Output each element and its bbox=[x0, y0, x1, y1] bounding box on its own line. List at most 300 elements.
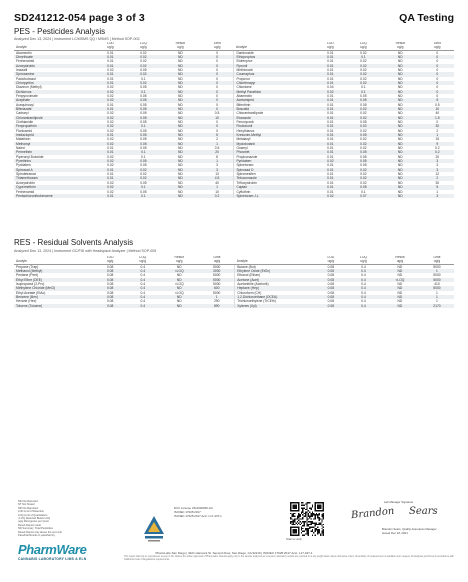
lod-cell: 0.01 bbox=[94, 150, 127, 154]
iso-line: ISO/IEC 17025:2017 bbox=[174, 510, 201, 515]
limit-cell: 1 bbox=[199, 295, 235, 299]
result-cell: ND bbox=[380, 304, 420, 308]
lod-cell: 0.01 bbox=[314, 64, 347, 68]
limit-cell: 0.5 bbox=[214, 146, 220, 151]
loq-cell: 0.02 bbox=[360, 50, 367, 55]
loq-cell: 0.05 bbox=[347, 150, 380, 154]
limit-cell: 0 bbox=[201, 107, 234, 111]
analyte-cell: Myclobutanil bbox=[234, 142, 314, 146]
limit-cell: 0.2 bbox=[435, 146, 440, 151]
result-cell: ND bbox=[160, 98, 201, 102]
scan-caption: Scan to verify bbox=[286, 538, 302, 541]
lod-cell: 0.01 bbox=[314, 168, 347, 172]
limit-cell: 0 bbox=[421, 64, 454, 68]
result-cell: ND bbox=[177, 102, 183, 107]
result-cell: ND bbox=[176, 273, 182, 278]
loq-cell: 0.05 bbox=[140, 93, 147, 98]
analyte-cell: Methanol (Methyl) bbox=[14, 269, 94, 273]
result-cell: ND bbox=[397, 264, 403, 269]
limit-cell: 15 bbox=[435, 137, 440, 142]
limit-cell: 20 bbox=[201, 150, 234, 154]
column-header: LOQ ug/g bbox=[127, 42, 160, 50]
result-cell: <LOQ bbox=[159, 269, 199, 273]
lod-cell: 0.01 bbox=[327, 163, 334, 168]
loq-cell: 0.4 bbox=[126, 304, 159, 308]
loq-cell: 0.02 bbox=[347, 168, 380, 172]
loq-cell: 0.4 bbox=[347, 295, 380, 299]
analyte-cell: Methomyl bbox=[14, 142, 94, 146]
loq-cell: 0.02 bbox=[360, 59, 367, 64]
legend-line: Result Report result bbox=[18, 523, 41, 527]
license-line: DCC License C8-0000039-LIC bbox=[174, 506, 214, 510]
limit-cell: 10 bbox=[215, 189, 219, 194]
loq-cell: 0.05 bbox=[140, 189, 147, 194]
analyte-cell: Fenoxycarb bbox=[234, 120, 314, 124]
result-cell: ND bbox=[397, 85, 403, 90]
loq-cell: 0.05 bbox=[140, 120, 147, 124]
lod-cell: 0.01 bbox=[314, 55, 347, 59]
analyte-cell: Imazalil bbox=[16, 67, 28, 72]
limit-cell: 1 bbox=[436, 189, 439, 194]
lod-cell: 0.02 bbox=[94, 159, 127, 163]
limit-cell: 0 bbox=[436, 85, 439, 90]
loq-cell: 0.1 bbox=[347, 55, 380, 59]
result-cell: ND bbox=[397, 120, 403, 124]
limit-cell: 0 bbox=[201, 124, 234, 128]
result-cell: ND bbox=[177, 59, 183, 64]
lod-cell: 0.08 bbox=[106, 290, 114, 295]
lod-cell: 0.08 bbox=[315, 278, 347, 282]
signature-label: Lab Manager Signature bbox=[384, 500, 414, 504]
column-header: Limit ug/g bbox=[421, 42, 454, 50]
lod-cell: 0.08 bbox=[94, 278, 126, 282]
loq-cell: 0.02 bbox=[347, 176, 380, 180]
lod-cell: 0.08 bbox=[94, 269, 126, 273]
lod-cell: 0.02 bbox=[107, 163, 114, 168]
loq-cell: 0.05 bbox=[140, 67, 147, 72]
lod-cell: 0.08 bbox=[327, 290, 335, 295]
limit-cell: 5000 bbox=[199, 278, 235, 282]
lod-cell: 0.01 bbox=[327, 146, 334, 151]
result-cell: ND bbox=[160, 116, 201, 120]
loq-cell: 0.05 bbox=[360, 102, 367, 107]
result-cell: ND bbox=[397, 111, 403, 116]
limit-cell: 1 bbox=[421, 133, 454, 137]
loq-cell: 0.4 bbox=[361, 290, 366, 295]
report-footer bbox=[14, 500, 454, 578]
loq-cell: 0.05 bbox=[127, 116, 160, 120]
analyte-cell: Spinosad A bbox=[14, 168, 94, 172]
lod-cell: 0.01 bbox=[94, 107, 127, 111]
pesticides-title: PES - Pesticides Analysis bbox=[14, 27, 106, 36]
limit-cell: 5 bbox=[421, 98, 454, 102]
column-header: Analyte bbox=[14, 256, 94, 264]
analyte-cell: Fenpyroximate bbox=[16, 93, 38, 98]
result-cell: ND bbox=[177, 120, 183, 124]
analyte-cell: Permethrin bbox=[14, 150, 94, 154]
result-cell: ND bbox=[397, 146, 403, 151]
loq-cell: 0.05 bbox=[347, 185, 380, 189]
analyte-cell: Captan bbox=[234, 185, 314, 189]
analyte-cell: Azoxystrobin bbox=[16, 180, 35, 185]
lod-cell: 0.01 bbox=[107, 172, 114, 177]
analyte-cell: Etoxazole bbox=[234, 116, 314, 120]
loq-cell: 0.1 bbox=[127, 90, 160, 94]
result-cell: ND bbox=[160, 150, 201, 154]
lod-cell: 0.02 bbox=[94, 185, 127, 189]
limit-cell: 8 bbox=[216, 154, 218, 159]
loq-cell: 0.1 bbox=[127, 194, 160, 198]
lod-cell: 0.08 bbox=[94, 286, 126, 290]
limit-cell: 1 bbox=[201, 142, 234, 146]
analyte-cell: Piperonyl Butoxide bbox=[16, 154, 44, 159]
column-header: LOD ug/g bbox=[314, 42, 347, 50]
result-cell: ND bbox=[177, 93, 183, 98]
limit-cell: 1 bbox=[420, 269, 454, 273]
analyte-cell: Spiroxamine bbox=[14, 72, 94, 76]
limit-cell: 600 bbox=[199, 286, 235, 290]
result-cell: ND bbox=[380, 55, 421, 59]
loq-cell: 0.1 bbox=[127, 185, 160, 189]
result-cell: ND bbox=[160, 81, 201, 85]
lod-cell: 0.08 bbox=[327, 281, 335, 286]
result-cell: ND bbox=[177, 189, 183, 194]
analyte-cell: Carbaryl bbox=[16, 111, 29, 116]
legend-line: Result Report only above the set Limit bbox=[18, 530, 62, 534]
limit-cell: 5000 bbox=[213, 281, 221, 286]
iso-accr-line: ISO/IEC 17025:2017 Accr. L17-437-1 bbox=[174, 514, 222, 519]
loq-cell: 0.4 bbox=[126, 286, 159, 290]
loq-cell: 0.02 bbox=[140, 172, 147, 177]
legend-line: Pass/Fail Result on pass/fail dry bbox=[18, 534, 55, 538]
lod-cell: 0.01 bbox=[94, 64, 127, 68]
loq-cell: 0.02 bbox=[360, 128, 367, 133]
loq-cell: 0.05 bbox=[127, 133, 160, 137]
lod-cell: 0.01 bbox=[327, 67, 334, 72]
lod-cell: 0.01 bbox=[314, 142, 347, 146]
result-cell: ND bbox=[159, 286, 199, 290]
column-header: Limit ug/g bbox=[420, 256, 454, 264]
lod-cell: 0.01 bbox=[107, 146, 114, 151]
analyte-cell: Chloroform (CH) bbox=[235, 291, 315, 295]
result-cell: ND bbox=[160, 55, 201, 59]
loq-cell: 0.05 bbox=[140, 180, 147, 185]
analyte-cell: Naled bbox=[16, 146, 25, 151]
limit-cell: 890 bbox=[199, 304, 235, 308]
analyte-cell: Pyridaben bbox=[234, 159, 314, 163]
analyte-cell: Toluene (Toluene) bbox=[14, 304, 94, 308]
lab-address: PharmLabs San Diego | 3421 Hancock St. Second Floor, San Diego, CA 92110 | ISO/IEC 17025:2017 Accr. L17-437-1 bbox=[155, 551, 313, 555]
loq-cell: 0.02 bbox=[127, 168, 160, 172]
limit-cell: 2170 bbox=[420, 304, 454, 308]
analyte-cell: Chlorfenapyr bbox=[234, 81, 314, 85]
limit-cell: 0 bbox=[201, 64, 234, 68]
legend-line: ND Summary: Total Pesticides bbox=[18, 527, 53, 531]
lod-cell: 0.01 bbox=[327, 137, 334, 142]
result-cell: ND bbox=[397, 93, 403, 98]
loq-cell: 0.05 bbox=[140, 85, 147, 90]
loq-cell: 0.02 bbox=[347, 64, 380, 68]
analyte-cell: Spiromesifen bbox=[234, 172, 314, 176]
result-cell: ND bbox=[380, 72, 421, 76]
lod-cell: 0.01 bbox=[94, 168, 127, 172]
qr-code-icon[interactable] bbox=[290, 502, 324, 536]
logo-tagline: CANNABIS LABORATORY LIMS & ELN bbox=[18, 557, 87, 561]
abbreviation-legend bbox=[18, 500, 138, 537]
limit-cell: 0 bbox=[201, 72, 234, 76]
result-cell: ND bbox=[380, 116, 421, 120]
result-cell: ND bbox=[176, 264, 182, 269]
signature-first: Brandon bbox=[350, 505, 395, 522]
analyte-cell: Acetamiprid bbox=[234, 98, 314, 102]
lod-cell: 0.01 bbox=[327, 102, 334, 107]
loq-cell: 0.02 bbox=[360, 172, 367, 177]
result-cell: ND bbox=[380, 159, 421, 163]
legend-line: ND Not Detected bbox=[18, 500, 38, 503]
result-cell: ND bbox=[380, 98, 421, 102]
analyte-cell: Isopropanol (2-Pro) bbox=[16, 281, 45, 286]
result-cell: ND bbox=[380, 133, 421, 137]
result-cell: ND bbox=[159, 278, 199, 282]
lod-cell: 0.02 bbox=[107, 180, 114, 185]
loq-cell: 0.05 bbox=[127, 159, 160, 163]
analyte-cell: Etofenprox bbox=[234, 59, 314, 63]
lod-cell: 0.02 bbox=[107, 154, 114, 159]
result-cell: ND bbox=[380, 81, 421, 85]
result-cell: ND bbox=[160, 133, 201, 137]
limit-cell: 5000 bbox=[213, 273, 221, 278]
limit-cell: 1.5 bbox=[421, 116, 454, 120]
analyte-cell: Trichloroethylene (TrCEth) bbox=[235, 299, 315, 303]
limit-cell: 0 bbox=[216, 128, 218, 133]
pesticides-subtitle: Analyzed Dec 13, 2024 | Instrument LC/MSMS QQ / MSMS | Method SOP-003 bbox=[14, 37, 140, 41]
analyte-cell: Acetone (Acet) bbox=[235, 278, 315, 282]
analyte-cell: Thiamethoxam bbox=[14, 176, 94, 180]
loq-cell: 0.4 bbox=[140, 299, 146, 304]
lod-cell: 0.08 bbox=[106, 273, 114, 278]
table-header bbox=[14, 256, 454, 264]
loq-cell: 0.02 bbox=[360, 146, 367, 151]
analyte-cell: Dichlorvos bbox=[14, 90, 94, 94]
loq-cell: 0.05 bbox=[127, 142, 160, 146]
limit-cell: 3 bbox=[421, 194, 454, 198]
result-cell: ND bbox=[177, 180, 183, 185]
disclaimer-text: This report shall not be reproduced, except in full, without the written approval of PharmLabs. Results apply only to the sample analyzed as received. Laboratory results are reported on a dry weight basis unless otherwise noted. Uncertainty of measurement is available upon request. All analyses performed in accordance with California Code of Regulations requirements. bbox=[124, 556, 454, 562]
lod-cell: 0.08 bbox=[315, 295, 347, 299]
analyte-cell: Spirotetramat bbox=[16, 172, 36, 177]
limit-cell: 0 bbox=[421, 72, 454, 76]
analyte-cell: Propiconazole bbox=[234, 155, 314, 159]
loq-cell: 0.4 bbox=[126, 295, 159, 299]
limit-cell: 0 bbox=[216, 120, 218, 124]
analyte-cell: Methiocarb bbox=[234, 68, 314, 72]
loq-cell: 0.05 bbox=[360, 163, 367, 168]
lod-cell: 0.04 bbox=[327, 85, 334, 90]
lod-cell: 0.01 bbox=[94, 72, 127, 76]
loq-cell: 0.1 bbox=[127, 124, 160, 128]
legend-line: NT Not Tested bbox=[18, 503, 35, 507]
analyte-cell: Bifenthrin bbox=[234, 103, 314, 107]
lod-cell: 0.08 bbox=[106, 299, 114, 304]
analyte-cell: Ethylene Oxide (EtOx) bbox=[235, 269, 315, 273]
analyte-cell: Acequinocyl bbox=[16, 102, 34, 107]
result-cell: ND bbox=[177, 85, 183, 90]
lod-cell: 0.01 bbox=[327, 59, 334, 64]
lod-cell: 0.02 bbox=[314, 90, 347, 94]
result-cell: ND bbox=[397, 67, 403, 72]
lod-cell: 0.08 bbox=[315, 269, 347, 273]
analyte-cell: Trifloxystrobin bbox=[234, 181, 314, 185]
column-header: LOQ ug/g bbox=[347, 42, 380, 50]
limit-cell: 5000 bbox=[433, 273, 441, 278]
loq-cell: 0.4 bbox=[140, 273, 146, 278]
analyte-cell: Ethanol (Ethan) bbox=[235, 273, 315, 277]
loq-cell: 0.05 bbox=[360, 120, 367, 124]
analyte-cell: Boscalid bbox=[234, 107, 314, 111]
limit-cell: 0 bbox=[216, 93, 218, 98]
limit-cell: 1 bbox=[436, 290, 438, 295]
legend-line: LOD Limit of Detection bbox=[18, 510, 45, 514]
loq-cell: 0.07 bbox=[347, 194, 380, 198]
limit-cell: 5 bbox=[201, 133, 234, 137]
result-cell: ND bbox=[397, 59, 403, 64]
solvents-subtitle: Analyzed Dec 13, 2024 | Instrument GC/FID with Headspace Analyzer | Method SOP-005 bbox=[14, 249, 157, 253]
result-cell: ND bbox=[160, 72, 201, 76]
lod-cell: 0.01 bbox=[327, 128, 334, 133]
limit-cell: 0 bbox=[436, 120, 439, 124]
loq-cell: 0.02 bbox=[127, 64, 160, 68]
limit-cell: 2 bbox=[421, 176, 454, 180]
logo-wordmark: PharmWare bbox=[18, 542, 87, 557]
result-cell: ND bbox=[397, 299, 403, 304]
limit-cell: 0 bbox=[436, 59, 439, 64]
column-header: LOQ ug/g bbox=[347, 256, 380, 264]
result-cell: ND bbox=[177, 111, 183, 116]
analyte-cell: Paclobutrazol bbox=[16, 76, 36, 81]
lod-cell: 0.01 bbox=[327, 172, 334, 177]
loq-cell: 0.05 bbox=[140, 137, 147, 142]
analyte-cell: Hexane (Hex) bbox=[16, 299, 37, 304]
limit-cell: 1 bbox=[420, 295, 454, 299]
column-header: Result ug/g bbox=[380, 256, 420, 264]
limit-cell: 5000 bbox=[213, 290, 221, 295]
analyte-cell: Ethyl Ether (DEE) bbox=[14, 278, 94, 282]
loq-cell: 0.02 bbox=[127, 72, 160, 76]
lod-cell: 0.08 bbox=[327, 264, 335, 269]
lod-cell: 0.08 bbox=[327, 299, 335, 304]
analyte-cell: Azoxystrobin bbox=[14, 64, 94, 68]
result-cell: ND bbox=[380, 150, 421, 154]
result-cell: ND bbox=[177, 128, 183, 133]
result-cell: ND bbox=[177, 50, 183, 55]
column-header: Result ug/g bbox=[159, 256, 199, 264]
loq-cell: 0.02 bbox=[127, 176, 160, 180]
legend-line: NR Not Reported bbox=[18, 506, 38, 510]
loq-cell: 0.02 bbox=[360, 76, 367, 81]
limit-cell: 2 bbox=[436, 128, 439, 133]
signer-name: Brandon Sears, Quality Assurance Manager bbox=[382, 527, 437, 531]
limit-cell: 10 bbox=[421, 107, 454, 111]
analyte-cell: Oxamyl bbox=[234, 146, 314, 150]
lod-cell: 0.02 bbox=[107, 111, 114, 116]
analyte-cell: Acetonitrile (Acetonit) bbox=[235, 282, 315, 286]
analyte-cell: Pyrethrins bbox=[14, 159, 94, 163]
column-header: Result ug/g bbox=[160, 42, 201, 50]
column-header: LOD ug/g bbox=[315, 256, 347, 264]
analyte-cell: Diazinon (Methyl) bbox=[16, 85, 42, 90]
lod-cell: 0.02 bbox=[94, 98, 127, 102]
loq-cell: 0.02 bbox=[140, 50, 147, 55]
accreditation-badge-icon bbox=[142, 514, 166, 544]
analyte-cell: Methylene Chloride (MeCl) bbox=[14, 286, 94, 290]
lod-cell: 0.08 bbox=[94, 295, 126, 299]
report-title: SD241212-054 page 3 of 3 bbox=[14, 12, 145, 24]
analyte-cell: Fenpropathrin bbox=[14, 124, 94, 128]
result-cell: ND bbox=[397, 50, 403, 55]
analyte-cell: Fenhexamid bbox=[16, 189, 35, 194]
limit-cell: 3 bbox=[421, 159, 454, 163]
result-cell: ND bbox=[177, 146, 183, 151]
column-header: Analyte bbox=[234, 42, 314, 50]
analyte-cell: Heptane (Hep) bbox=[235, 286, 315, 290]
analyte-cell: Acephate bbox=[14, 98, 94, 102]
limit-cell: 1 bbox=[436, 299, 438, 304]
lod-cell: 0.01 bbox=[314, 185, 347, 189]
limit-cell: 3000 bbox=[199, 269, 235, 273]
analyte-cell: Methyl Parathion bbox=[234, 90, 314, 94]
limit-cell: 20 bbox=[435, 154, 440, 159]
limit-cell: 0 bbox=[216, 50, 218, 55]
analyte-cell: Malathion bbox=[16, 137, 31, 142]
limit-cell: 30 bbox=[421, 124, 454, 128]
column-header: Analyte bbox=[235, 256, 315, 264]
limit-cell: 13 bbox=[215, 172, 219, 177]
limit-cell: 12 bbox=[435, 172, 440, 177]
lod-cell: 0.02 bbox=[107, 93, 114, 98]
loq-cell: 0.4 bbox=[347, 304, 380, 308]
analyte-cell: Butane (But) bbox=[235, 264, 315, 269]
lod-cell: 0.02 bbox=[107, 120, 114, 124]
analyte-cell: Pentane (Pent) bbox=[16, 273, 39, 278]
limit-cell: 0.2 bbox=[421, 150, 454, 154]
analyte-cell: Dimethoate bbox=[14, 55, 94, 59]
lod-cell: 0.08 bbox=[106, 281, 114, 286]
lod-cell: 0.02 bbox=[107, 67, 114, 72]
loq-cell: 0.05 bbox=[140, 111, 147, 116]
loq-cell: 0.05 bbox=[127, 98, 160, 102]
result-cell: ND bbox=[160, 124, 201, 128]
lod-cell: 0.01 bbox=[94, 176, 127, 180]
lod-cell: 0.08 bbox=[106, 264, 114, 269]
loq-cell: 0.05 bbox=[360, 154, 367, 159]
analyte-cell: Metalaxyl bbox=[234, 137, 314, 141]
result-cell: ND bbox=[177, 67, 183, 72]
limit-cell: 0.5 bbox=[435, 102, 440, 107]
result-cell: ND bbox=[397, 137, 403, 142]
loq-cell: 0.4 bbox=[126, 278, 159, 282]
limit-cell: 40 bbox=[435, 111, 440, 116]
result-cell: ND bbox=[177, 76, 183, 81]
lod-cell: 0.01 bbox=[107, 76, 114, 81]
signed-date: Issued Dec 18, 2024 bbox=[382, 530, 408, 535]
limit-cell: 4.5 bbox=[201, 176, 234, 180]
lod-cell: 0.02 bbox=[107, 85, 114, 90]
signature-last: Sears bbox=[409, 506, 438, 517]
analyte-cell: Benzene (Ben) bbox=[14, 295, 94, 299]
result-cell: ND bbox=[160, 142, 201, 146]
analyte-cell: Abamectin bbox=[16, 50, 32, 55]
result-cell: ND bbox=[177, 137, 183, 142]
